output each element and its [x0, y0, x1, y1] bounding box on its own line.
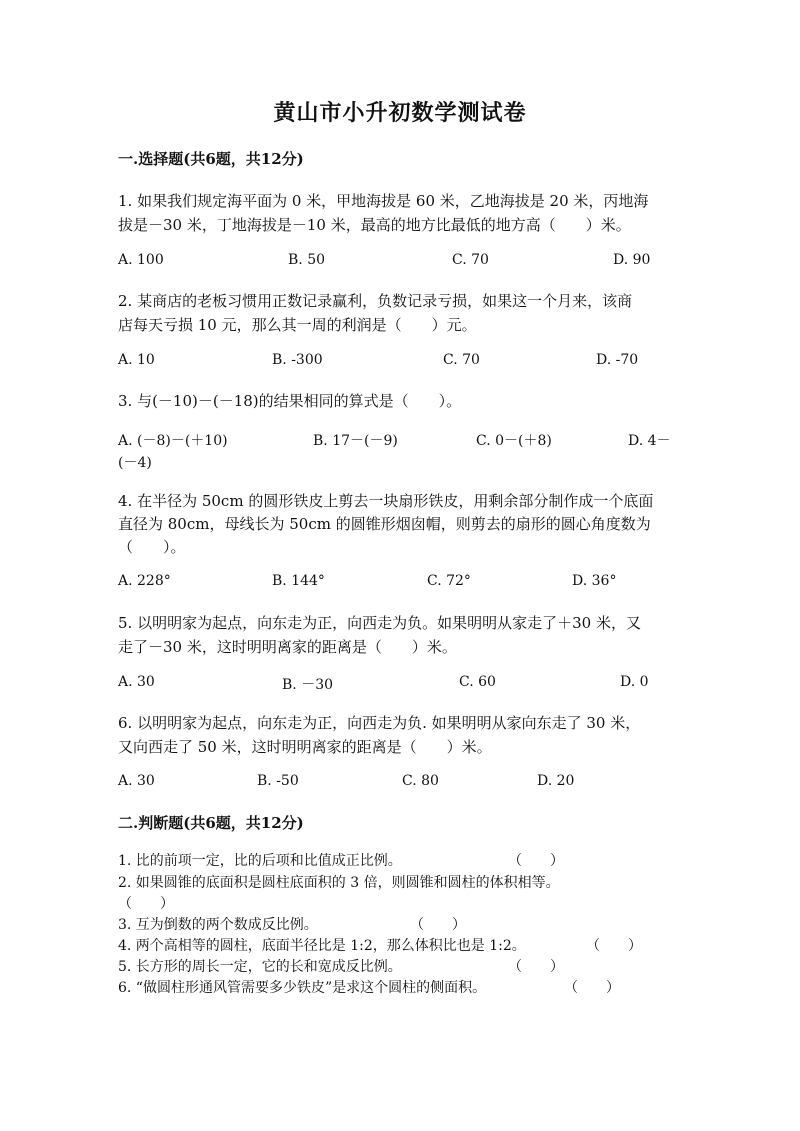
- q4-text-line1: 4. 在半径为 50cm 的圆形铁皮上剪去一块扇形铁皮，用剩余部分制作成一个底面: [118, 492, 654, 510]
- q6-option-b: B. -50: [257, 773, 299, 789]
- judge-item-5: 5. 长方形的周长一定，它的长和宽成反比例。: [118, 959, 402, 975]
- q4-option-a: A. 228°: [118, 573, 171, 589]
- q4-option-c: C. 72°: [427, 573, 471, 589]
- q4-option-d: D. 36°: [572, 573, 617, 589]
- judge-item-3: 3. 互为倒数的两个数成反比例。: [118, 917, 318, 933]
- judge-item-1: 1. 比的前项一定，比的后项和比值成正比例。: [118, 853, 402, 869]
- judge-item-1-paren: （ ）: [508, 853, 564, 869]
- q1-option-c: C. 70: [452, 252, 489, 268]
- q2-option-d: D. -70: [596, 352, 639, 368]
- judge-item-2-paren: （ ）: [118, 896, 174, 912]
- q6-text-line1: 6. 以明明家为起点，向东走为正，向西走为负. 如果明明从家向东走了 30 米，: [118, 714, 641, 732]
- section-1-heading: 一.选择题(共6题，共12分): [118, 150, 304, 168]
- q2-option-b: B. -300: [272, 352, 323, 368]
- judge-item-6: 6. “做圆柱形通风管需要多少铁皮”是求这个圆柱的侧面积。: [118, 980, 487, 996]
- q3-option-a: A. (－8)－(＋10): [118, 433, 228, 449]
- q1-option-d: D. 90: [613, 252, 651, 268]
- q6-text-line2: 又向西走了 50 米，这时明明离家的距离是（ ）米。: [118, 738, 492, 756]
- section-2-heading: 二.判断题(共6题，共12分): [118, 814, 304, 832]
- judge-item-3-paren: （ ）: [410, 917, 466, 933]
- q2-text-line1: 2. 某商店的老板习惯用正数记录赢利，负数记录亏损，如果这一个月来，该商: [118, 292, 633, 310]
- q2-text-line2: 店每天亏损 10 元，那么其一周的利润是（ ）元。: [118, 316, 477, 334]
- page-title: 黄山市小升初数学测试卷: [273, 100, 527, 126]
- q2-option-c: C. 70: [443, 352, 480, 368]
- q5-option-d: D. 0: [620, 674, 649, 690]
- q5-option-c: C. 60: [459, 674, 496, 690]
- judge-item-6-paren: （ ）: [564, 980, 620, 996]
- q4-text-line2: 直径为 80cm，母线长为 50cm 的圆锥形烟囱帽，则剪去的扇形的圆心角度数为: [118, 515, 651, 533]
- judge-item-5-paren: （ ）: [508, 959, 564, 975]
- q3-option-d: D. 4－: [628, 433, 671, 449]
- q6-option-c: C. 80: [402, 773, 439, 789]
- judge-item-4-paren: （ ）: [586, 938, 642, 954]
- q3-option-b: B. 17－(－9): [313, 433, 398, 449]
- q3-option-d-continued: (－4): [118, 455, 152, 471]
- q5-option-a: A. 30: [118, 674, 155, 690]
- q5-text-line1: 5. 以明明家为起点，向东走为正，向西走为负。如果明明从家走了＋30 米，又: [118, 614, 641, 632]
- q1-text-line1: 1. 如果我们规定海平面为 0 米，甲地海拔是 60 米，乙地海拔是 20 米，丙地海: [118, 192, 649, 210]
- q1-option-a: A. 100: [118, 252, 164, 268]
- q6-option-d: D. 20: [537, 773, 575, 789]
- q4-option-b: B. 144°: [272, 573, 325, 589]
- judge-item-4: 4. 两个高相等的圆柱，底面半径比是 1:2，那么体积比也是 1:2。: [118, 938, 526, 954]
- q4-text-line3: （ ）。: [118, 538, 186, 556]
- q5-option-b: B. －30: [282, 677, 334, 693]
- q1-text-line2: 拔是－30 米，丁地海拔是－10 米，最高的地方比最低的地方高（ ）米。: [118, 216, 631, 234]
- q6-option-a: A. 30: [118, 773, 155, 789]
- q3-option-c: C. 0－(＋8): [476, 433, 552, 449]
- q5-text-line2: 走了－30 米，这时明明离家的距离是（ ）米。: [118, 638, 457, 656]
- judge-item-2: 2. 如果圆锥的底面积是圆柱底面积的 3 倍，则圆锥和圆柱的体积相等。: [118, 875, 560, 891]
- q2-option-a: A. 10: [118, 352, 155, 368]
- q1-option-b: B. 50: [288, 252, 326, 268]
- q3-text-line1: 3. 与(－10)－(－18)的结果相同的算式是（ ）。: [118, 392, 462, 410]
